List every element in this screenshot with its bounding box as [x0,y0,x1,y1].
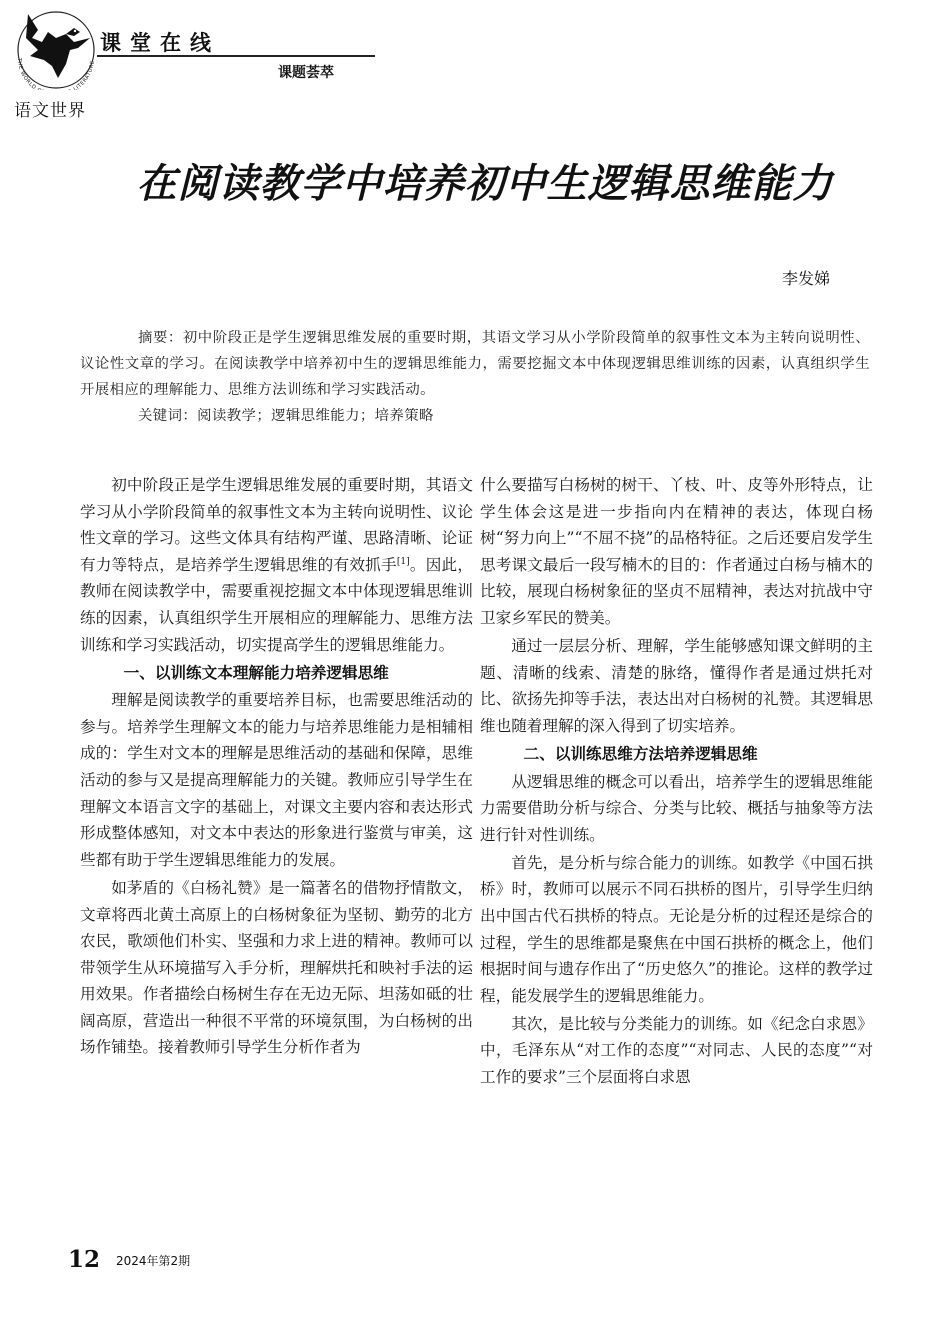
issue-label: 2024年第2期 [116,1254,191,1268]
abstract-text: 摘要：初中阶段正是学生逻辑思维发展的重要时期，其语文学习从小学阶段简单的叙事性文本为主转向说明性、议论性文章的学习。在阅读教学中培养初中生的逻辑思维能力，需要挖掘文本中体现逻辑思维训练的因素，认真组织学生开展相应的理解能力、思维方法训练和学习实践活动。 [80,330,870,398]
dove-logo-icon [8,8,100,90]
left-column [80,472,473,1063]
intro-rest: 。因此，教师在阅读教学中，需要重视挖掘文本中体现逻辑思维训练的因素，认真组织学生开展相应的理解能力、思维方法训练和学习实践活动，切实提高学生的逻辑思维能力。 [80,555,473,654]
paragraph-intro [80,472,473,658]
paragraph-methods: 从逻辑思维的概念可以看出，培养学生的逻辑思维能力需要借助分析与综合、分类与比较、概括与抽象等方法进行针对性训练。 [480,772,873,844]
paragraph-understanding: 理解是阅读教学的重要培养目标，也需要思维活动的参与。培养学生理解文本的能力与培养思维能力是相辅相成的：学生对文本的理解是思维活动的基础和保障，思维活动的参与又是提高理解能力的关键。教师应引导学生在理解文本语言文字的基础上，对课文主要内容和表达形式形成整体感知，对文本中表达的形象进行鉴赏与审美，这些都有助于学生逻辑思维能力的发展。 [80,691,473,869]
intro-text: 初中阶段正是学生逻辑思维发展的重要时期，其语文学习从小学阶段简单的叙事性文本为主转向说明性、议论性文章的学习。这些文体具有结构严谨、思路清晰、论证有力等特点，是培养学生逻辑思维的有效抓手 [80,476,473,574]
magazine-name: 语文世界 [14,101,86,121]
subsection-name: 课题荟萃 [278,65,334,81]
paragraph-analysis: 通过一层层分析、理解，学生能够感知课文鲜明的主题、清晰的线索、清楚的脉络，懂得作者是通过烘托对比、欲扬先抑等手法，表达出对白杨树的礼赞。其逻辑思维也随着理解的深入得到了切实培养。 [480,637,873,735]
section-heading-1: 一、以训练文本理解能力培养逻辑思维 [123,663,389,682]
article-author: 李发娣 [781,269,830,288]
paragraph-baiyang-continued: 什么要描写白杨树的树干、丫枝、叶、皮等外形特点，让学生体会这是进一步指向内在精神的表达，体现白杨树“努力向上”“不屈不挠”的品格特征。之后还要启发学生思考课文最后一段写楠木的目的：作者通过白杨与楠木的比较，展现白杨树象征的坚贞不屈精神，表达对抗战中守卫家乡军民的赞美。 [480,476,873,627]
section-heading-2: 二、以训练思维方法培养逻辑思维 [523,744,758,763]
keywords-text: 关键词：阅读教学；逻辑思维能力；培养策略 [138,408,434,424]
abstract-block [80,325,870,429]
page-number: 12 [68,1246,101,1273]
header-divider [97,55,375,57]
magazine-logo [8,8,100,90]
article-title: 在阅读教学中培养初中生逻辑思维能力 [136,161,834,207]
section-name: 课堂在线 [100,31,220,55]
paragraph-comparison: 其次，是比较与分类能力的训练。如《纪念白求恩》中，毛泽东从“对工作的态度”“对同志、人民的态度”“对工作的要求”三个层面将白求恩 [480,1014,873,1087]
paragraph-analysis-synthesis: 首先，是分析与综合能力的训练。如教学《中国石拱桥》时，教师可以展示不同石拱桥的图片，引导学生归纳出中国古代石拱桥的特点。无论是分析的过程还是综合的过程，学生的思维都是聚焦在中国石拱桥的概念上，他们根据时间与遗存作出了“历史悠久”的推论。这样的教学过程，能发展学生的逻辑思维能力。 [480,853,873,1005]
right-column [480,472,873,1092]
paragraph-baiyang: 如茅盾的《白杨礼赞》是一篇著名的借物抒情散文，文章将西北黄土高原上的白杨树象征为坚韧、勤劳的北方农民，歌颂他们朴实、坚强和力求上进的精神。教师可以带领学生从环境描写入手分析，理解烘托和映衬手法的运用效果。作者描绘白杨树生存在无边无际、坦荡如砥的壮阔高原，营造出一种很不平常的环境氛围，为白杨树的出场作铺垫。接着教师引导学生分析作者为 [80,878,473,1057]
citation-mark: [1] [396,556,410,567]
logo-ring-text: THE WORLD LITERATURE [15,57,96,90]
